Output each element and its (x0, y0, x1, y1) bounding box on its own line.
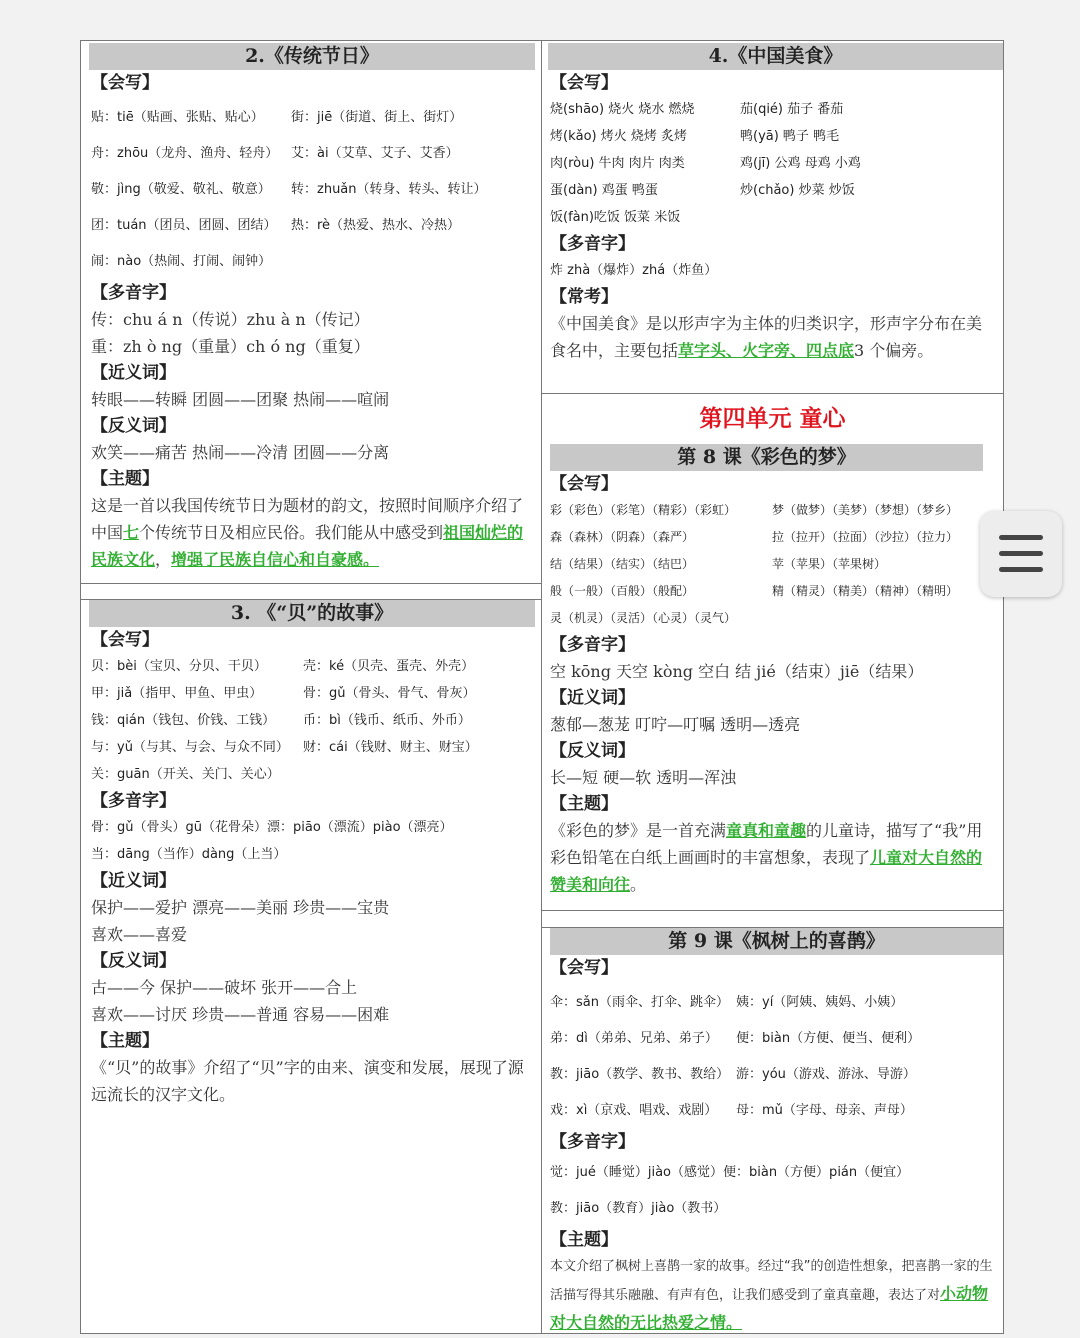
write-row: 贝：bèi（宝贝、分贝、干贝） 壳：ké（贝壳、蛋壳、外壳） (91, 659, 475, 674)
antonym-label: 【反义词】 (550, 741, 635, 761)
antonym-line: 长—短 硬—软 透明—浑浊 (550, 768, 737, 787)
write-label: 【会写】 (91, 630, 159, 650)
polyphone-label: 【多音字】 (91, 791, 176, 811)
write-label: 【会写】 (550, 474, 618, 494)
highlight-text: 儿童对大自然的赞美和向往 (550, 848, 983, 894)
lesson-2-title: 2.《传统节日》 (89, 43, 535, 70)
menu-icon-bar (999, 551, 1043, 556)
write-row: 戏：xì（京戏、唱戏、戏剧） 母：mǔ（字母、母亲、声母） (550, 1103, 913, 1118)
polyphone-line: 教：jiāo（教育）jiào（教书） (550, 1201, 727, 1216)
theme-label: 【主题】 (550, 794, 618, 814)
write-row: 甲：jiǎ（指甲、甲鱼、甲虫） 骨：gǔ（骨头、骨气、骨灰） (91, 686, 476, 701)
write-row: 般（一般）（百般）（般配） 精（精灵）（精美）（精神）（精明） (550, 584, 959, 598)
exam-text: 《中国美食》是以形声字为主体的归类识字，形声字分布在美食名中，主要包括草字头、火字旁、四点底3 个偏旁。 (550, 314, 983, 360)
highlight-text: 七 (123, 523, 140, 542)
write-row: 烧(shāo) 烧火 烧水 燃烧 茄(qié) 茄子 番茄 (550, 102, 844, 117)
antonym-line: 欢笑——痛苦 热闹——冷清 团圆——分离 (91, 443, 390, 462)
write-label: 【会写】 (550, 958, 618, 978)
theme-text: 《“贝”的故事》介绍了“贝”字的由来、演变和发展，展现了源远流长的汉字文化。 (91, 1058, 524, 1104)
lesson-2-section (81, 41, 541, 584)
write-row: 饭(fàn)吃饭 饭菜 米饭 (550, 210, 681, 225)
write-row: 教：jiāo（教学、教书、教给） 游：yóu（游戏、游泳、导游） (550, 1067, 916, 1082)
polyphone-label: 【多音字】 (550, 1132, 635, 1152)
write-row: 彩（彩色）（彩笔）（精彩）（彩虹） 梦（做梦）（美梦）（梦想）（梦乡） (550, 503, 959, 517)
menu-icon-bar (999, 567, 1043, 572)
write-row: 灵（机灵）（灵活）（心灵）（灵气） (550, 611, 737, 625)
menu-button[interactable] (980, 511, 1062, 597)
unit-title: 第四单元 童心 (699, 406, 846, 432)
write-label: 【会写】 (91, 73, 159, 93)
synonym-label: 【近义词】 (91, 363, 176, 383)
theme-label: 【主题】 (550, 1230, 618, 1250)
highlight-text: 童真和童趣 (726, 821, 807, 840)
lesson-8-title: 第 8 课《彩色的梦》 (550, 444, 983, 471)
lesson-9-section (542, 927, 1003, 1334)
synonym-line: 葱郁—葱茏 叮咛—叮嘱 透明—透亮 (550, 715, 801, 734)
write-row: 肉(ròu) 牛肉 肉片 肉类 鸡(jī) 公鸡 母鸡 小鸡 (550, 156, 861, 171)
highlight-text: 祖国灿烂的民族文化 (91, 523, 524, 569)
highlight-text: 小动物对大自然的无比热爱之情。 (550, 1284, 989, 1332)
write-row: 舟：zhōu（龙舟、渔舟、轻舟） 艾：ài（艾草、艾子、艾香） (91, 146, 459, 161)
write-row: 贴：tiē（贴画、张贴、贴心） 街：jiē（街道、街上、街灯） (91, 110, 463, 125)
polyphone-line: 觉：jué（睡觉）jiào（感觉）便：biàn（方便）pián（便宜） (550, 1165, 910, 1180)
write-row: 钱：qián（钱包、价钱、工钱） 币：bì（钱币、纸币、外币） (91, 713, 471, 728)
write-row: 敬：jìng（敬爱、敬礼、敬意） 转：zhuǎn（转身、转头、转让） (91, 182, 487, 197)
lesson-3-section (81, 599, 541, 1334)
exam-label: 【常考】 (550, 287, 618, 307)
antonym-label: 【反义词】 (91, 951, 176, 971)
lesson-9-title: 第 9 课《枫树上的喜鹊》 (550, 928, 1003, 955)
polyphone-line: 当：dāng（当作）dàng（上当） (91, 847, 287, 862)
write-row: 伞：sǎn（雨伞、打伞、跳伞） 姨：yí（阿姨、姨妈、小姨） (550, 995, 904, 1010)
polyphone-label: 【多音字】 (550, 635, 635, 655)
antonym-line: 喜欢——讨厌 珍贵——普通 容易——困难 (91, 1005, 390, 1024)
right-column (542, 41, 1003, 1333)
polyphone-line: 传：chu á n（传说）zhu à n（传记） (91, 310, 370, 329)
write-row: 与：yǔ（与其、与会、与众不同） 财：cái（钱财、财主、财宝） (91, 740, 478, 755)
write-row: 团：tuán（团员、团圆、团结） 热：rè（热爱、热水、冷热） (91, 218, 461, 233)
antonym-label: 【反义词】 (91, 416, 176, 436)
write-list (81, 653, 541, 788)
lesson-8-section (542, 444, 1003, 911)
lesson-4-title: 4.《中国美食》 (548, 43, 1003, 70)
polyphone-line: 骨：gǔ（骨头）gū（花骨朵）漂：piāo（漂流）piào（漂亮） (91, 820, 453, 835)
highlight-text: 增强了民族自信心和自豪感。 (171, 550, 380, 569)
left-column (81, 41, 542, 1333)
write-label: 【会写】 (550, 73, 618, 93)
lesson-3-title: 3. 《“贝”的故事》 (89, 600, 535, 627)
polyphone-label: 【多音字】 (91, 283, 176, 303)
write-row: 烤(kǎo) 烤火 烧烤 炙烤 鸭(yā) 鸭子 鸭毛 (550, 129, 840, 144)
synonym-line: 转眼——转瞬 团圆——团聚 热闹——喧闹 (91, 390, 390, 409)
synonym-label: 【近义词】 (91, 871, 176, 891)
write-list (81, 96, 541, 280)
write-list (542, 96, 1003, 231)
highlight-text: 草字头、火字旁、四点底 (678, 341, 855, 360)
write-row: 森（森林）（阴森）（森严） 拉（拉开）（拉面）（沙拉）（拉力） (550, 530, 959, 544)
synonym-line: 保护——爱护 漂亮——美丽 珍贵——宝贵 (91, 898, 390, 917)
write-row: 结（结果）（结实）（结巴） 苹（苹果）（苹果树） (550, 557, 887, 571)
write-row: 弟：dì（弟弟、兄弟、弟子） 便：biàn（方便、便当、便利） (550, 1031, 921, 1046)
write-row: 蛋(dàn) 鸡蛋 鸭蛋 炒(chǎo) 炒菜 炒饭 (550, 183, 855, 198)
write-row: 闹：nào（热闹、打闹、闹钟） (91, 254, 272, 269)
theme-label: 【主题】 (91, 469, 159, 489)
polyphone-line: 重：zh ò ng（重量）ch ó ng（重复） (91, 337, 370, 356)
synonym-label: 【近义词】 (550, 688, 635, 708)
theme-text: 这是一首以我国传统节日为题材的韵文，按照时间顺序介绍了中国七个传统节日及相应民俗。我们能从中感受到祖国灿烂的民族文化，增强了民族自信心和自豪感。 (91, 496, 524, 569)
polyphone-line: 炸 zhà（爆炸）zhá（炸鱼） (550, 263, 718, 278)
write-list (542, 497, 1003, 632)
theme-text: 本文介绍了枫树上喜鹊一家的故事。经过“我”的创造性想象，把喜鹊一家的生活描写得其乐融融、有声有色，让我们感受到了童真童趣，表达了对小动物对大自然的无比热爱之情。 (550, 1259, 993, 1332)
theme-label: 【主题】 (91, 1031, 159, 1051)
worksheet-page (80, 40, 1004, 1334)
polyphone-label: 【多音字】 (550, 234, 635, 254)
write-list (542, 981, 1003, 1129)
theme-text: 《彩色的梦》是一首充满童真和童趣的儿童诗，描写了“我”用彩色铅笔在白纸上画画时的丰富想象，表现了儿童对大自然的赞美和向往。 (550, 821, 983, 894)
write-row: 关：guān（开关、关门、关心） (91, 767, 280, 782)
antonym-line: 古——今 保护——破坏 张开——合上 (91, 978, 358, 997)
lesson-4-section (542, 41, 1003, 394)
polyphone-line: 空 kōng 天空 kòng 空白 结 jié（结束）jiē（结果） (550, 662, 924, 681)
synonym-line: 喜欢——喜爱 (91, 925, 188, 944)
menu-icon (999, 535, 1043, 540)
